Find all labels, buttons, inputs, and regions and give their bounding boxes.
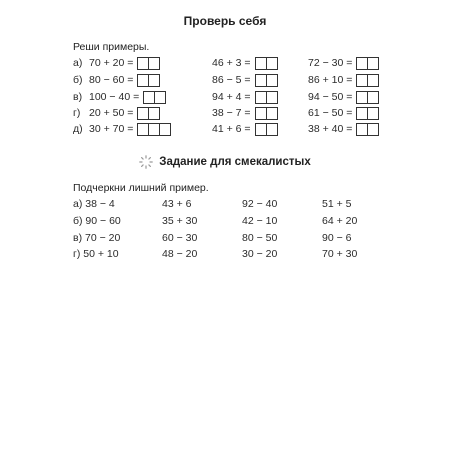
answer-boxes [143,91,166,104]
exercise-expression: 20 + 50 = [89,107,134,119]
example[interactable]: 60 − 30 [162,232,198,244]
exercise-expression: 41 + 6 = [212,123,251,135]
exercise-expression: 86 − 5 = [212,74,251,86]
answer-boxes [137,57,160,70]
example[interactable]: в) 70 − 20 [73,232,121,244]
example[interactable]: 92 − 40 [242,198,278,210]
exercise [89,106,160,120]
exercise-expression: 30 + 70 = [89,123,134,135]
answer-boxes [255,57,278,70]
example[interactable]: г) 50 + 10 [73,248,119,260]
example-row [0,214,450,228]
answer-box[interactable] [154,91,166,104]
answer-boxes [255,123,278,136]
exercise-expression: 94 + 4 = [212,91,251,103]
exercise-row [0,90,450,104]
example-row [0,197,450,211]
answer-boxes [255,91,278,104]
row-label: б) [73,74,83,86]
answer-box[interactable] [148,57,160,70]
answer-box[interactable] [367,107,379,120]
exercise-row [0,73,450,87]
exercise-row [0,106,450,120]
example[interactable]: 51 + 5 [322,198,352,210]
example[interactable]: 48 − 20 [162,248,198,260]
task2-title: Задание для смекалистых [159,156,311,168]
row-label: в) [73,91,83,103]
exercise [212,73,278,87]
exercise-expression: 61 − 50 = [308,107,353,119]
exercise [308,56,379,70]
answer-box[interactable] [266,57,278,70]
answer-boxes [356,57,379,70]
task2-instruction: Подчеркни лишний пример. [73,182,209,194]
answer-boxes [356,123,379,136]
answer-boxes [137,74,160,87]
answer-box[interactable] [159,123,171,136]
answer-box[interactable] [367,123,379,136]
exercise-expression: 100 − 40 = [89,91,140,103]
example[interactable]: 30 − 20 [242,248,278,260]
answer-box[interactable] [266,91,278,104]
row-label: д) [73,123,83,135]
exercise [308,122,379,136]
answer-box[interactable] [367,57,379,70]
row-label: а) [73,57,83,69]
answer-box[interactable] [266,74,278,87]
exercise [212,56,278,70]
answer-boxes [255,74,278,87]
example[interactable]: 42 − 10 [242,215,278,227]
example[interactable]: 80 − 50 [242,232,278,244]
answer-boxes [356,91,379,104]
answer-box[interactable] [367,91,379,104]
exercise-expression: 38 + 40 = [308,123,353,135]
exercise-expression: 46 + 3 = [212,57,251,69]
task2-header [0,153,450,171]
example[interactable]: 90 − 6 [322,232,352,244]
example[interactable]: а) 38 − 4 [73,198,115,210]
exercise-expression: 38 − 7 = [212,107,251,119]
exercise-row [0,56,450,70]
exercise [89,56,160,70]
exercise-expression: 70 + 20 = [89,57,134,69]
answer-box[interactable] [148,107,160,120]
example[interactable]: 43 + 6 [162,198,192,210]
exercise [212,122,278,136]
example[interactable]: 35 + 30 [162,215,198,227]
exercise [308,106,379,120]
exercise [308,73,379,87]
answer-box[interactable] [148,74,160,87]
exercise [89,90,166,104]
exercise [89,122,171,136]
exercise [308,90,379,104]
exercise-expression: 86 + 10 = [308,74,353,86]
exercise-expression: 80 − 60 = [89,74,134,86]
exercise [212,106,278,120]
exercise [212,90,278,104]
task1-instruction: Реши примеры. [73,41,150,53]
answer-box[interactable] [266,107,278,120]
answer-boxes [137,123,171,136]
example[interactable]: 64 + 20 [322,215,358,227]
example[interactable]: б) 90 − 60 [73,215,121,227]
example[interactable]: 70 + 30 [322,248,358,260]
answer-boxes [255,107,278,120]
answer-boxes [137,107,160,120]
answer-box[interactable] [266,123,278,136]
example-row [0,247,450,261]
example-row [0,231,450,245]
exercise-row [0,122,450,136]
exercise-expression: 94 − 50 = [308,91,353,103]
exercise-expression: 72 − 30 = [308,57,353,69]
answer-boxes [356,107,379,120]
exercise [89,73,160,87]
page-title: Проверь себя [183,14,267,28]
gear-icon [139,155,153,169]
answer-boxes [356,74,379,87]
answer-box[interactable] [367,74,379,87]
row-label: г) [73,107,81,119]
